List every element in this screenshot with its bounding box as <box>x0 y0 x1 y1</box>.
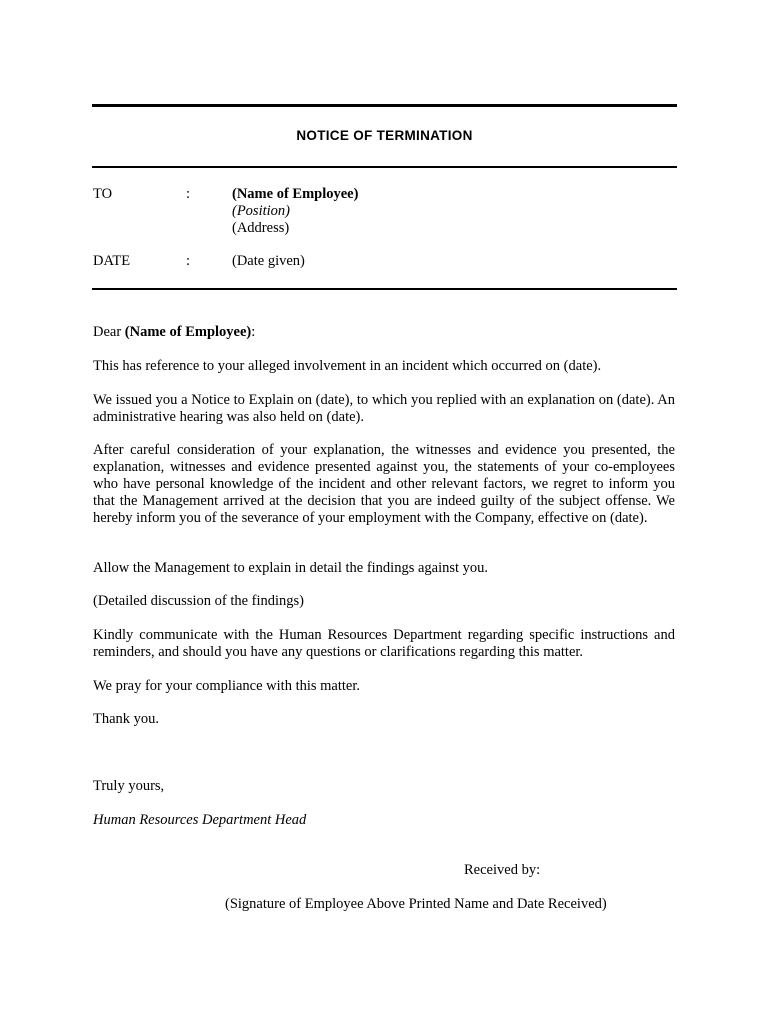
header-rule <box>92 288 677 290</box>
paragraph-communicate-hr: Kindly communicate with the Human Resources Department regarding specific instructions and reminders, and should you have any questions or clarifications regarding this matter. <box>93 627 675 660</box>
salutation <box>93 324 675 341</box>
paragraph-allow-management: Allow the Management to explain in detail the findings against you. <box>93 560 489 576</box>
salutation-suffix: : <box>251 324 256 340</box>
signatory-title: Human Resources Department Head <box>93 812 307 828</box>
top-rule <box>92 104 677 107</box>
date-colon: : <box>186 253 191 269</box>
to-position: (Position) <box>232 203 290 219</box>
paragraph-reference: This has reference to your alleged involvement in an incident which occurred on (date). <box>93 358 602 374</box>
date-value: (Date given) <box>232 253 305 269</box>
employee-signature-line: (Signature of Employee Above Printed Name and Date Received) <box>225 896 607 912</box>
salutation-name: (Name of Employee) <box>124 324 252 340</box>
document-title: NOTICE OF TERMINATION <box>296 128 473 143</box>
to-label: TO <box>93 186 113 202</box>
paragraph-detailed-discussion: (Detailed discussion of the findings) <box>93 593 305 609</box>
received-by-label: Received by: <box>464 862 541 878</box>
salutation-prefix: Dear <box>93 324 125 340</box>
to-address: (Address) <box>232 220 290 236</box>
to-name: (Name of Employee) <box>232 186 359 202</box>
date-label: DATE <box>93 253 131 269</box>
paragraph-thanks: Thank you. <box>93 711 160 727</box>
title-rule <box>92 166 677 168</box>
paragraph-decision: After careful consideration of your explanation, the witnesses and evidence you presented, the explanation, witnesses and evidence presented against you, the statements of your co-employees who have personal knowledge of the incident and other relevant factors, we regret to inform you that the Management arrived at the decision that you are indeed guilty of the subject offense. We hereby inform you of the severance of your employment with the Company, effective on (date). <box>93 442 675 526</box>
to-colon: : <box>186 186 191 202</box>
paragraph-notice-to-explain: We issued you a Notice to Explain on (date), to which you replied with an explanation on (date). An administrative hearing was also held on (date). <box>93 392 675 425</box>
valediction: Truly yours, <box>93 778 165 794</box>
paragraph-compliance: We pray for your compliance with this matter. <box>93 678 361 694</box>
